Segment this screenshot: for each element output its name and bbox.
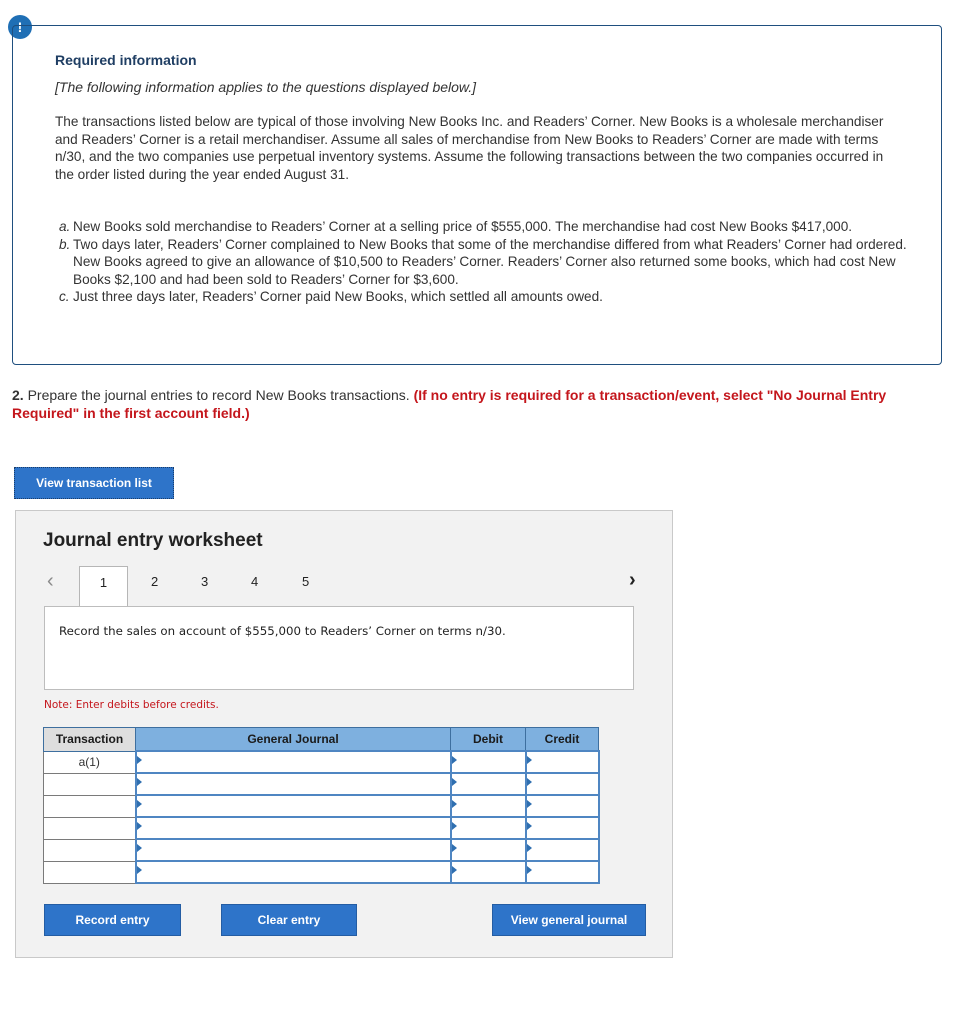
- view-general-journal-button[interactable]: View general journal: [492, 904, 646, 936]
- credit-input[interactable]: [526, 861, 599, 883]
- transaction-cell: [44, 861, 136, 883]
- item-text: New Books sold merchandise to Readers’ Corner at a selling price of $555,000. The merchandise had cost New Books $417,000.: [73, 219, 853, 234]
- dropdown-marker-icon: [137, 844, 142, 852]
- input-marker-icon: [452, 756, 457, 764]
- journal-entry-worksheet: [15, 510, 673, 958]
- tab-1[interactable]: [79, 566, 128, 606]
- debit-input[interactable]: [451, 861, 526, 883]
- question-prompt: [12, 386, 942, 422]
- alert-icon: !: [8, 15, 32, 39]
- input-marker-icon: [452, 866, 457, 874]
- transaction-cell: [44, 817, 136, 839]
- credit-input[interactable]: [526, 795, 599, 817]
- transaction-item-c: [55, 288, 915, 306]
- journal-table: [43, 727, 600, 884]
- header-credit: Credit: [526, 728, 599, 752]
- header-transaction: Transaction: [44, 728, 136, 752]
- debit-input[interactable]: [451, 817, 526, 839]
- record-entry-button[interactable]: Record entry: [44, 904, 181, 936]
- dropdown-marker-icon: [137, 800, 142, 808]
- tab-3[interactable]: 3: [201, 574, 209, 589]
- view-transaction-list-button[interactable]: View transaction list: [14, 467, 174, 499]
- transaction-item-b: [55, 236, 915, 289]
- input-marker-icon: [527, 778, 532, 786]
- input-marker-icon: [452, 800, 457, 808]
- required-information-box: [12, 25, 942, 365]
- debit-input[interactable]: [451, 773, 526, 795]
- dropdown-marker-icon: [137, 756, 142, 764]
- debit-input[interactable]: [451, 839, 526, 861]
- worksheet-title: Journal entry worksheet: [43, 530, 263, 551]
- input-marker-icon: [527, 756, 532, 764]
- transaction-list: [55, 218, 915, 306]
- account-input[interactable]: [136, 817, 451, 839]
- credit-input[interactable]: [526, 817, 599, 839]
- input-marker-icon: [527, 800, 532, 808]
- worksheet-tabs: [16, 566, 672, 606]
- input-marker-icon: [452, 822, 457, 830]
- clear-entry-button[interactable]: Clear entry: [221, 904, 357, 936]
- table-row: [44, 817, 599, 839]
- entry-description: Record the sales on account of $555,000 to Readers’ Corner on terms n/30.: [59, 624, 506, 638]
- transaction-cell: [44, 795, 136, 817]
- question-text: Prepare the journal entries to record New Books transactions.: [27, 387, 410, 403]
- item-text: Just three days later, Readers’ Corner paid New Books, which settled all amounts owed.: [73, 289, 603, 304]
- account-input[interactable]: [136, 751, 451, 773]
- debit-input[interactable]: [451, 795, 526, 817]
- chevron-left-icon[interactable]: ‹: [47, 570, 54, 592]
- dropdown-marker-icon: [137, 778, 142, 786]
- account-input[interactable]: [136, 861, 451, 883]
- item-letter: b.: [59, 236, 71, 252]
- table-row: [44, 773, 599, 795]
- debit-input[interactable]: [451, 751, 526, 773]
- table-row: [44, 839, 599, 861]
- input-marker-icon: [527, 822, 532, 830]
- credit-input[interactable]: [526, 839, 599, 861]
- item-letter: c.: [59, 289, 70, 304]
- info-title: Required information: [55, 52, 197, 68]
- question-instruction: (If no entry is required for a transaction/event, select "No Journal Entry Required" in the first account field.): [12, 387, 887, 421]
- account-input[interactable]: [136, 839, 451, 861]
- chevron-right-icon[interactable]: ›: [629, 569, 636, 591]
- info-subtitle: [The following information applies to the questions displayed below.]: [55, 79, 477, 95]
- table-row: [44, 795, 599, 817]
- tab-label: 1: [99, 575, 108, 590]
- credit-input[interactable]: [526, 751, 599, 773]
- tab-2[interactable]: 2: [151, 574, 159, 589]
- account-input[interactable]: [136, 795, 451, 817]
- credit-input[interactable]: [526, 773, 599, 795]
- item-letter: a.: [59, 219, 71, 234]
- transaction-item-a: [55, 218, 915, 236]
- input-marker-icon: [527, 844, 532, 852]
- header-general-journal: General Journal: [136, 728, 451, 752]
- debit-credit-note: Note: Enter debits before credits.: [44, 699, 219, 711]
- tab-5[interactable]: 5: [302, 574, 310, 589]
- table-row: [44, 751, 599, 773]
- input-marker-icon: [452, 844, 457, 852]
- input-marker-icon: [527, 866, 532, 874]
- input-marker-icon: [452, 778, 457, 786]
- transaction-cell: a(1): [44, 751, 136, 773]
- dropdown-marker-icon: [137, 866, 142, 874]
- question-number: 2.: [12, 387, 24, 403]
- header-debit: Debit: [451, 728, 526, 752]
- info-paragraph: The transactions listed below are typical of those involving New Books Inc. and Readers’ Corner. New Books is a wholesale merchandiser and Readers’ Corner is a retail merchandiser. Assume all sales of merchandise from New Books to Readers’ Corner are made with terms n/30, and the two companies use perpetual inventory systems. Assume the following transactions between the two companies occurred in the order listed during the year ended August 31.: [55, 114, 884, 182]
- tab-4[interactable]: 4: [251, 574, 259, 589]
- item-text: Two days later, Readers’ Corner complained to New Books that some of the merchandise differed from what Readers’ Corner had ordered. New Books agreed to give an allowance of $10,500 to Readers’ Corner. Readers’ Corner also returned some books, which had cost New Books $2,100 and had been sold to Readers’ Corner for $3,600.: [73, 236, 907, 287]
- dropdown-marker-icon: [137, 822, 142, 830]
- account-input[interactable]: [136, 773, 451, 795]
- transaction-cell: [44, 773, 136, 795]
- transaction-cell: [44, 839, 136, 861]
- entry-description-box: [44, 606, 634, 690]
- table-row: [44, 861, 599, 883]
